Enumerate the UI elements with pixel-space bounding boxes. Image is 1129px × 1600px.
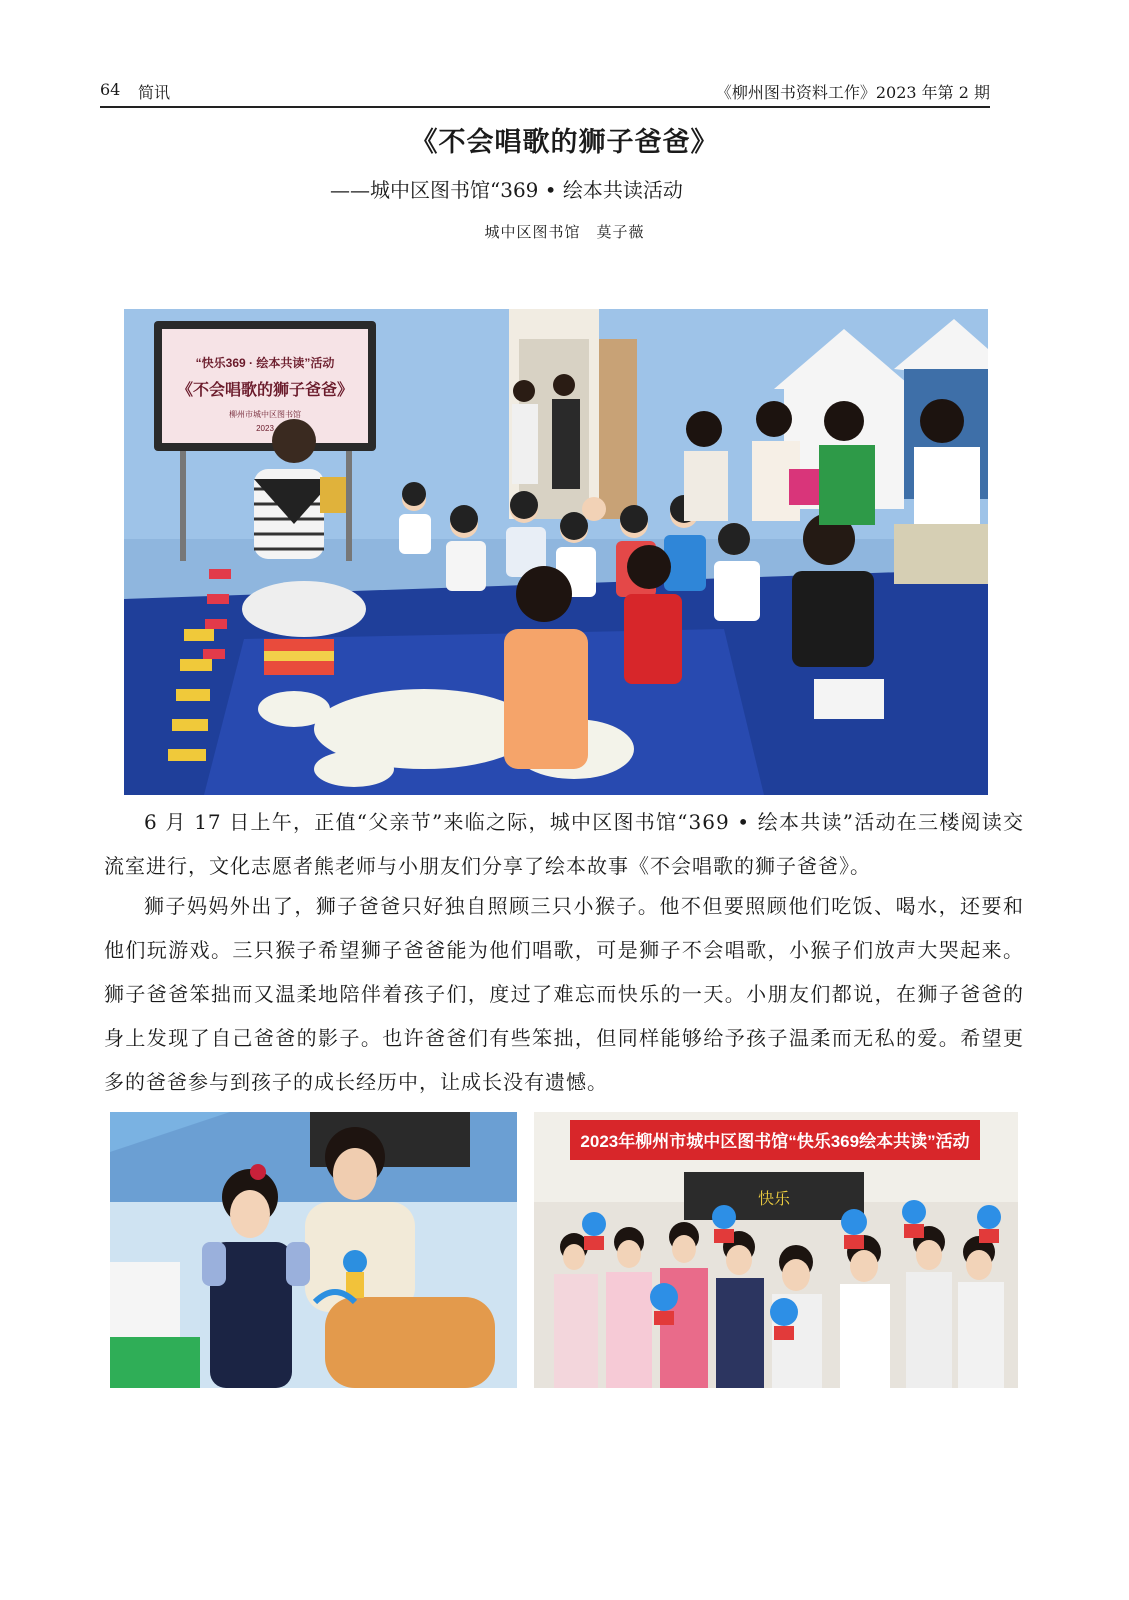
activity-banner: [570, 1120, 980, 1160]
paragraph-2: [104, 884, 1024, 1104]
board-text: 快乐: [757, 1191, 791, 1208]
page-header: [100, 80, 990, 108]
paragraph-1-text: 6 月 17 日上午，正值“父亲节”来临之际，城中区图书馆“369 • 绘本共读”活动在三楼阅读交流室进行，文化志愿者熊老师与小朋友们分享了绘本故事《不会唱歌的狮子爸爸》。: [104, 810, 1024, 878]
photo-group: [534, 1112, 1018, 1388]
article-author: 城中区图书馆 莫子薇: [484, 223, 645, 241]
main-photo: [124, 309, 988, 795]
article-subtitle: ——城中区图书馆“369 • 绘本共读活动: [330, 178, 683, 202]
paragraph-1: [104, 800, 1024, 888]
screen-line-3: 柳州市城中区图书馆: [229, 410, 301, 419]
screen-line-4: 2023: [256, 424, 274, 433]
page-number: 64: [100, 80, 121, 99]
journal-issue: 《柳州图书资料工作》2023 年第 2 期: [715, 83, 990, 102]
article-title: 《不会唱歌的狮子爸爸》: [410, 127, 719, 158]
screen-line-1: “快乐369 · 绘本共读”活动: [195, 356, 335, 370]
paragraph-2-text: 狮子妈妈外出了，狮子爸爸只好独自照顾三只小猴子。他不但要照顾他们吃饭、喝水，还要和他们玩游戏。三只猴子希望狮子爸爸能为他们唱歌，可是狮子不会唱歌，小猴子们放声大哭起来。狮子爸爸笨拙而又温柔地陪伴着孩子们，度过了难忘而快乐的一天。小朋友们都说，在狮子爸爸的身上发现了自己爸爸的影子。也许爸爸们有些笨拙，但同样能够给予孩子温柔而无私的爱。希望更多的爸爸参与到孩子的成长经历中，让成长没有遗憾。: [104, 894, 1024, 1094]
photo-craft: [110, 1112, 517, 1388]
section-label: 简讯: [138, 83, 171, 102]
banner-text: 2023年柳州市城中区图书馆“快乐369绘本共读”活动: [580, 1132, 970, 1151]
screen-line-2: 《不会唱歌的狮子爸爸》: [176, 382, 354, 399]
